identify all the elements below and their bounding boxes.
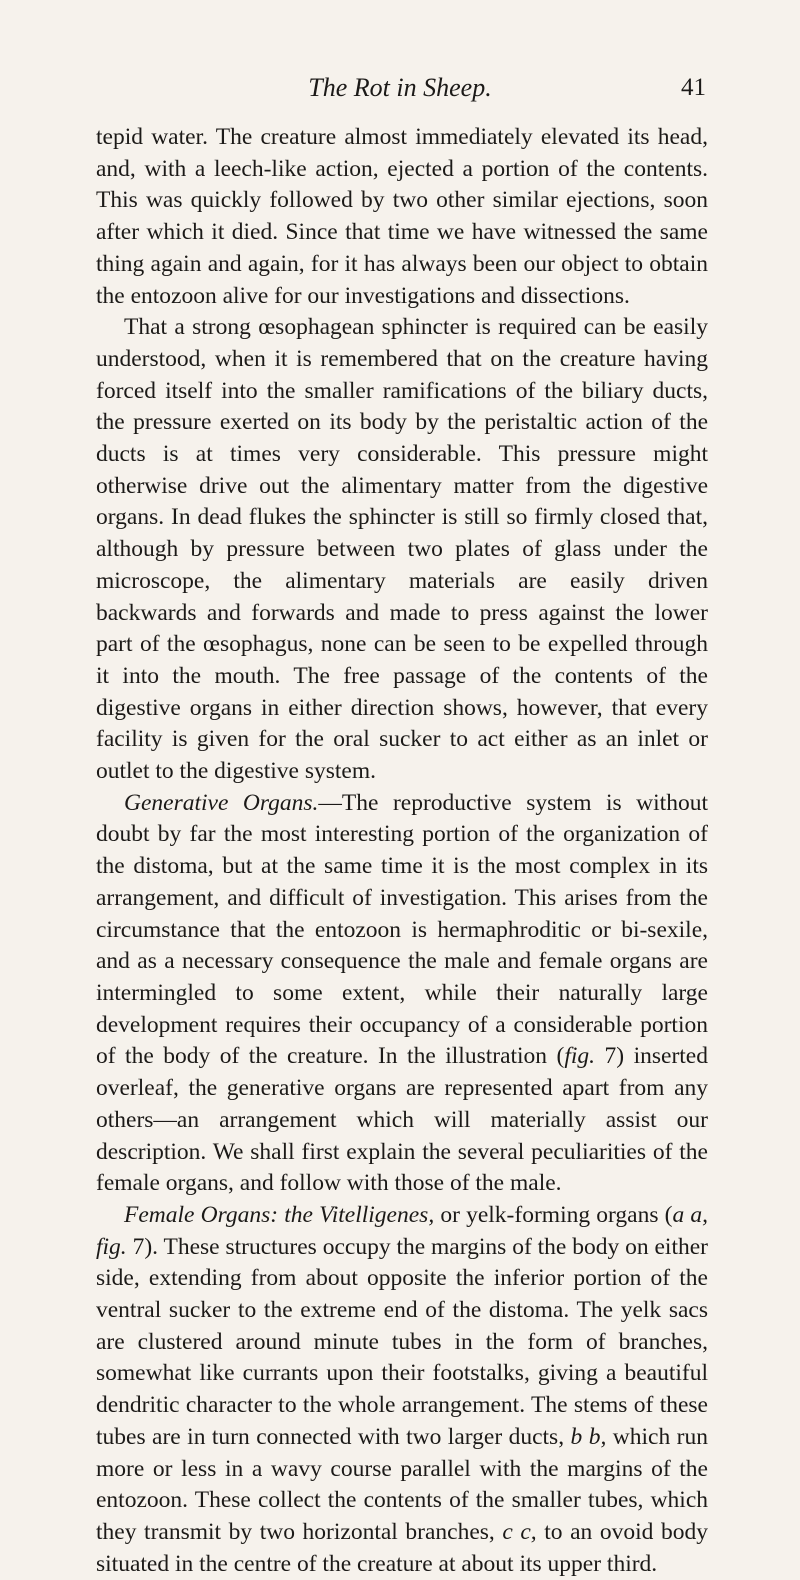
paragraph-continuation: tepid water. The creature almost immediately elevated its head, and, with a leech-like action, ejected a portion of the contents. This was quickly followed by two other similar ejections, soon after which it died. Since that time we have witnessed the same thing again and again, for it has always been our object to obtain the entozoon alive for our investigations and dissections. [96, 124, 708, 309]
section-heading-generative-organs: Generative Organs. [124, 789, 319, 816]
running-title: The Rot in Sheep. [308, 73, 492, 102]
section-heading-female-organs: Female Organs: the Vitelligenes, [124, 1201, 435, 1228]
figure-label-reference: c c, [502, 1518, 537, 1545]
paragraph-sphincter: That a strong œsophagean sphincter is required can be easily understood, when it is remembered that on the creature having forced itself into the smaller ramifications of the biliary ducts, the pressure exerted on its body by the peristaltic action of the ducts is at times very considerable. This pressure might otherwise drive out the alimentary matter from the digestive organs. In dead flukes the sphincter is still so firmly closed that, although by pressure between two plates of glass under the microscope, the alimentary materials are easily driven backwards and forwards and made to press against the lower part of the œsophagus, none can be seen to be expelled through it into the mouth. The free passage of the contents of the digestive organs in either direction shows, however, that every facility is given for the oral sucker to act either as an inlet or outlet to the digestive system. [96, 314, 708, 785]
paragraph-female-organs [96, 1200, 708, 1580]
running-head [0, 70, 800, 106]
paragraph-generative-organs [96, 788, 708, 1200]
paragraph-text: or yelk-forming organs ( [434, 1201, 673, 1228]
figure-label-reference: b b, [570, 1423, 607, 1450]
page-number: 41 [681, 74, 706, 101]
body-text [96, 122, 708, 1580]
paragraph-text: 7) inserted overleaf, the generative organs are represented apart from any others—an arrangement which will materially assist our description. We shall first explain the several peculiarities of the female organs, and follow with those of the male. [96, 1043, 708, 1197]
paragraph-text: which run more or less in a wavy course parallel with the margins of the entozoon. These collect the contents of the smaller tubes, which they transmit by two horizontal branches, [96, 1423, 708, 1545]
figure-reference: a a, fig. [96, 1201, 709, 1260]
figure-reference: fig. [564, 1043, 596, 1070]
paragraph-text: 7). These structures occupy the margins of the body on either side, extending from about opposite the inferior portion of the ventral sucker to the extreme end of the distoma. The yelk sacs are clustered around minute tubes in the form of branches, somewhat like currants upon their footstalks, giving a beautiful dendritic character to the whole arrangement. The stems of these tubes are in turn connected with two larger ducts, [96, 1233, 708, 1450]
paragraph-text: —The reproductive system is without doubt by far the most interesting portion of the organization of the distoma, but at the same time it is the most complex in its arrangement, and difficult of investigation. This arises from the circumstance that the entozoon is hermaphroditic or bi-sexile, and as a necessary consequence the male and female organs are intermingled to some extent, while their naturally large development requires their occupancy of a considerable portion of the body of the creature. In the illustration ( [96, 789, 708, 1070]
paragraph-text: to an ovoid body situated in the centre of the creature at about its upper third. [96, 1518, 708, 1577]
